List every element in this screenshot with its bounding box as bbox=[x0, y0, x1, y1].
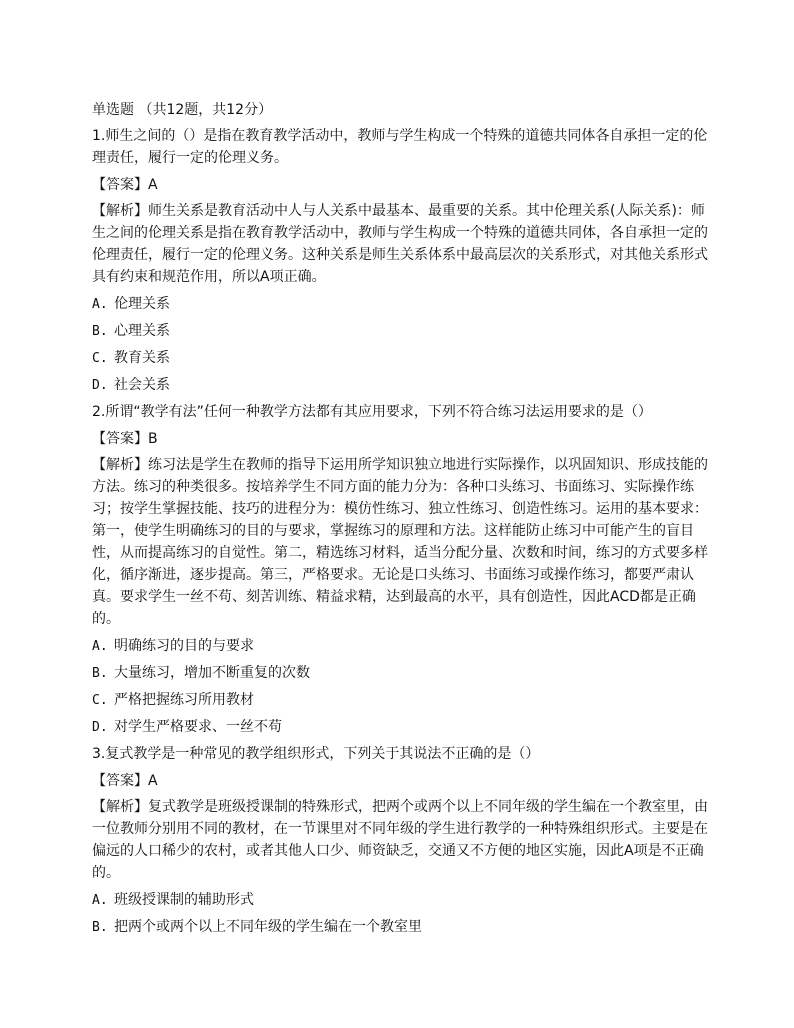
option-text: 把两个或两个以上不同年级的学生编在一个教室里 bbox=[114, 919, 422, 935]
option-letter: A. bbox=[92, 297, 108, 312]
option-b bbox=[92, 662, 712, 684]
option-letter: C. bbox=[92, 351, 108, 366]
option-text: 班级授课制的辅助形式 bbox=[114, 892, 254, 908]
answer-value: A bbox=[148, 177, 158, 193]
analysis-label: 【解析】 bbox=[92, 457, 148, 473]
answer-line bbox=[92, 174, 712, 196]
analysis-paragraph bbox=[92, 200, 712, 288]
analysis-label: 【解析】 bbox=[92, 203, 148, 219]
answer-line bbox=[92, 770, 712, 792]
analysis-text: 练习法是学生在教师的指导下运用所学知识独立地进行实际操作，以巩固知识、形成技能的方法。练习的种类很多。按培养学生不同方面的能力分为：各种口头练习、书面练习、实际操作练习；按学生掌握技能、技巧的进程分为：模仿性练习、独立性练习、创造性练习。运用的基本要求：第一，使学生明确练习的目的与要求，掌握练习的原理和方法。这样能防止练习中可能产生的盲目性，从而提高练习的自觉性。第二，精选练习材料，适当分配分量、次数和时间，练习的方式要多样化，循序渐进，逐步提高。第三，严格要求。无论是口头练习、书面练习或操作练习，都要严肃认真。要求学生一丝不苟、刻苦训练、精益求精，达到最高的水平，具有创造性，因此ACD都是正确的。 bbox=[92, 457, 708, 627]
option-d bbox=[92, 716, 712, 738]
question-stem: 3.复式教学是一种常见的教学组织形式，下列关于其说法不正确的是（） bbox=[92, 746, 540, 762]
option-letter: D. bbox=[92, 720, 108, 735]
question-3 bbox=[92, 743, 712, 938]
answer-value: B bbox=[148, 431, 158, 447]
option-text: 教育关系 bbox=[114, 350, 170, 366]
option-d bbox=[92, 374, 712, 396]
option-letter: B. bbox=[92, 920, 108, 935]
option-text: 心理关系 bbox=[114, 323, 170, 339]
option-text: 伦理关系 bbox=[114, 296, 170, 312]
option-letter: C. bbox=[92, 693, 108, 708]
analysis-text: 复式教学是班级授课制的特殊形式，把两个或两个以上不同年级的学生编在一个教室里，由一位教师分别用不同的教材，在一节课里对不同年级的学生进行教学的一种特殊组织形式。主要是在偏远的人口稀少的农村，或者其他人口少、师资缺乏，交通又不方便的地区实施，因此A项是不正确的。 bbox=[92, 799, 708, 881]
analysis-paragraph bbox=[92, 796, 712, 884]
exam-page bbox=[92, 99, 712, 943]
option-text: 严格把握练习所用教材 bbox=[114, 692, 254, 708]
question-stem: 1.师生之间的（）是指在教育教学活动中，教师与学生构成一个特殊的道德共同体各自承担一定的伦理责任，履行一定的伦理义务。 bbox=[92, 128, 708, 166]
option-text: 明确练习的目的与要求 bbox=[114, 638, 254, 654]
question-2 bbox=[92, 401, 712, 738]
analysis-text: 师生关系是教育活动中人与人关系中最基本、最重要的关系。其中伦理关系(人际关系)：师生之间的伦理关系是指在教育教学活动中，教师与学生构成一个特殊的道德共同体，各自承担一定的伦理责任，履行一定的伦理义务。这种关系是师生关系体系中最高层次的关系形式，对其他关系形式具有约束和规范作用，所以A项正确。 bbox=[92, 203, 708, 285]
analysis-paragraph bbox=[92, 454, 712, 630]
option-a bbox=[92, 635, 712, 657]
option-b bbox=[92, 320, 712, 342]
answer-label: 【答案】 bbox=[92, 177, 148, 193]
option-letter: B. bbox=[92, 324, 108, 339]
option-letter: A. bbox=[92, 893, 108, 908]
option-c bbox=[92, 689, 712, 711]
question-1 bbox=[92, 125, 712, 396]
option-text: 社会关系 bbox=[114, 377, 170, 393]
option-a bbox=[92, 293, 712, 315]
option-letter: B. bbox=[92, 666, 108, 681]
analysis-label: 【解析】 bbox=[92, 799, 148, 815]
question-stem: 2.所谓“教学有法”任何一种教学方法都有其应用要求，下列不符合练习法运用要求的是（） bbox=[92, 404, 652, 420]
option-a bbox=[92, 889, 712, 911]
option-text: 大量练习，增加不断重复的次数 bbox=[114, 665, 310, 681]
section-title: 单选题 （共12题，共12分） bbox=[92, 102, 273, 118]
answer-label: 【答案】 bbox=[92, 431, 148, 447]
option-letter: D. bbox=[92, 378, 108, 393]
option-c bbox=[92, 347, 712, 369]
answer-label: 【答案】 bbox=[92, 773, 148, 789]
answer-value: A bbox=[148, 773, 158, 789]
answer-line bbox=[92, 428, 712, 450]
option-letter: A. bbox=[92, 639, 108, 654]
option-text: 对学生严格要求、一丝不苟 bbox=[114, 719, 282, 735]
option-b bbox=[92, 916, 712, 938]
